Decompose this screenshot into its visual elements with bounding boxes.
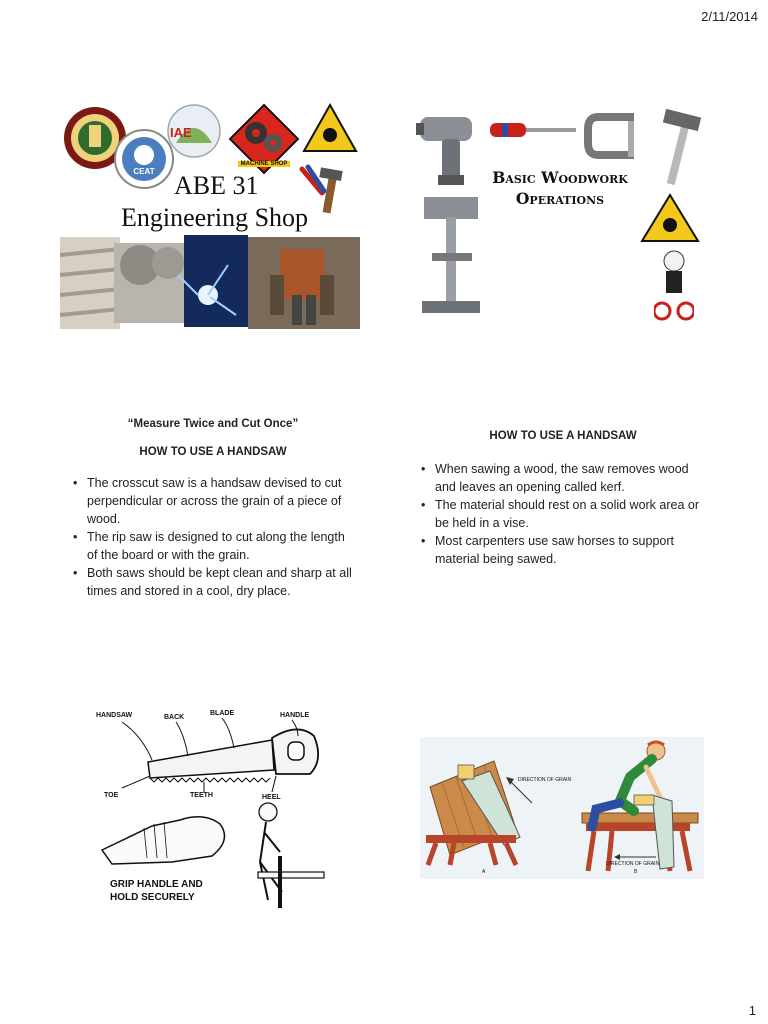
slide-abe31-title xyxy=(58,97,368,337)
grip-caption-line1: GRIP HANDLE AND xyxy=(110,879,203,890)
label-teeth: TEETH xyxy=(190,792,213,799)
ceat-gear-icon xyxy=(114,129,174,189)
slide-basic-woodwork xyxy=(408,97,718,337)
slide-handsaw-parts-diagram xyxy=(92,700,362,922)
label-toe: TOE xyxy=(104,792,119,799)
machine-shop-label: MACHINE SHOP xyxy=(238,161,290,167)
hammer-icon xyxy=(654,107,706,187)
slide2-title-line2: Operations xyxy=(515,189,605,208)
slide3-quote: “Measure Twice and Cut Once” xyxy=(127,418,299,430)
iae-label: IAE xyxy=(170,125,192,140)
slide1-title-line1: ABE 31 xyxy=(174,171,259,200)
list-item: • Most carpenters use saw horses to support material being sawed. xyxy=(418,532,708,568)
list-item: • The rip saw is designed to cut along the length of the board or with the grain. xyxy=(70,528,358,564)
label-heel: HEEL xyxy=(262,794,281,801)
puppet-tricycle-icon xyxy=(654,249,694,325)
list-item: • The crosscut saw is a handsaw devised to cut perpendicular or across the grain of a piece of wood. xyxy=(70,474,358,528)
grip-caption xyxy=(110,878,203,904)
slide2-title xyxy=(460,167,660,209)
slide-sawing-illustration xyxy=(420,737,704,879)
shop-photo-collage xyxy=(58,235,368,333)
label-figure-a: A xyxy=(482,869,486,875)
slide4-heading: HOW TO USE A HANDSAW xyxy=(489,430,637,442)
label-direction-grain-b: DIRECTION OF GRAIN xyxy=(606,861,660,867)
label-back: BACK xyxy=(164,714,185,721)
label-handsaw: HANDSAW xyxy=(96,712,133,719)
c-clamp-icon xyxy=(584,109,648,165)
page-number: 1 xyxy=(748,1003,756,1018)
slide2-title-line1: Basic Woodwork xyxy=(492,168,628,187)
slide1-title-line2: Engineering Shop xyxy=(121,203,309,232)
grip-caption-line2: HOLD SECURELY xyxy=(110,892,195,903)
drill-press-icon xyxy=(418,191,484,315)
slide-handsaw-use xyxy=(408,405,718,645)
warning-sign-icon xyxy=(640,193,700,245)
slide4-bullet-list xyxy=(408,460,708,568)
label-figure-b: B xyxy=(634,869,638,875)
ceat-label: CEAT xyxy=(133,167,155,176)
sawing-on-sawhorse-illustration xyxy=(420,737,704,879)
page-date: 2/11/2014 xyxy=(701,9,758,24)
screwdriver-icon xyxy=(490,115,580,145)
ceat-logo xyxy=(114,129,174,189)
iae-logo xyxy=(166,103,222,159)
list-item: • When sawing a wood, the saw removes wood and leaves an opening called kerf. xyxy=(418,460,708,496)
warning-sign-icon xyxy=(302,101,358,157)
slide-handsaw-types xyxy=(58,405,368,645)
list-item: • Both saws should be kept clean and sharp at all times and stored in a cool, dry place. xyxy=(70,564,358,600)
list-item: • The material should rest on a solid work area or be held in a vise. xyxy=(418,496,708,532)
slide3-heading: HOW TO USE A HANDSAW xyxy=(139,446,287,458)
slide3-bullet-list xyxy=(58,474,358,600)
label-direction-grain-a: DIRECTION OF GRAIN xyxy=(518,777,572,783)
machine-shop-logo xyxy=(228,103,300,175)
label-blade: BLADE xyxy=(210,710,235,717)
label-handle: HANDLE xyxy=(280,712,310,719)
